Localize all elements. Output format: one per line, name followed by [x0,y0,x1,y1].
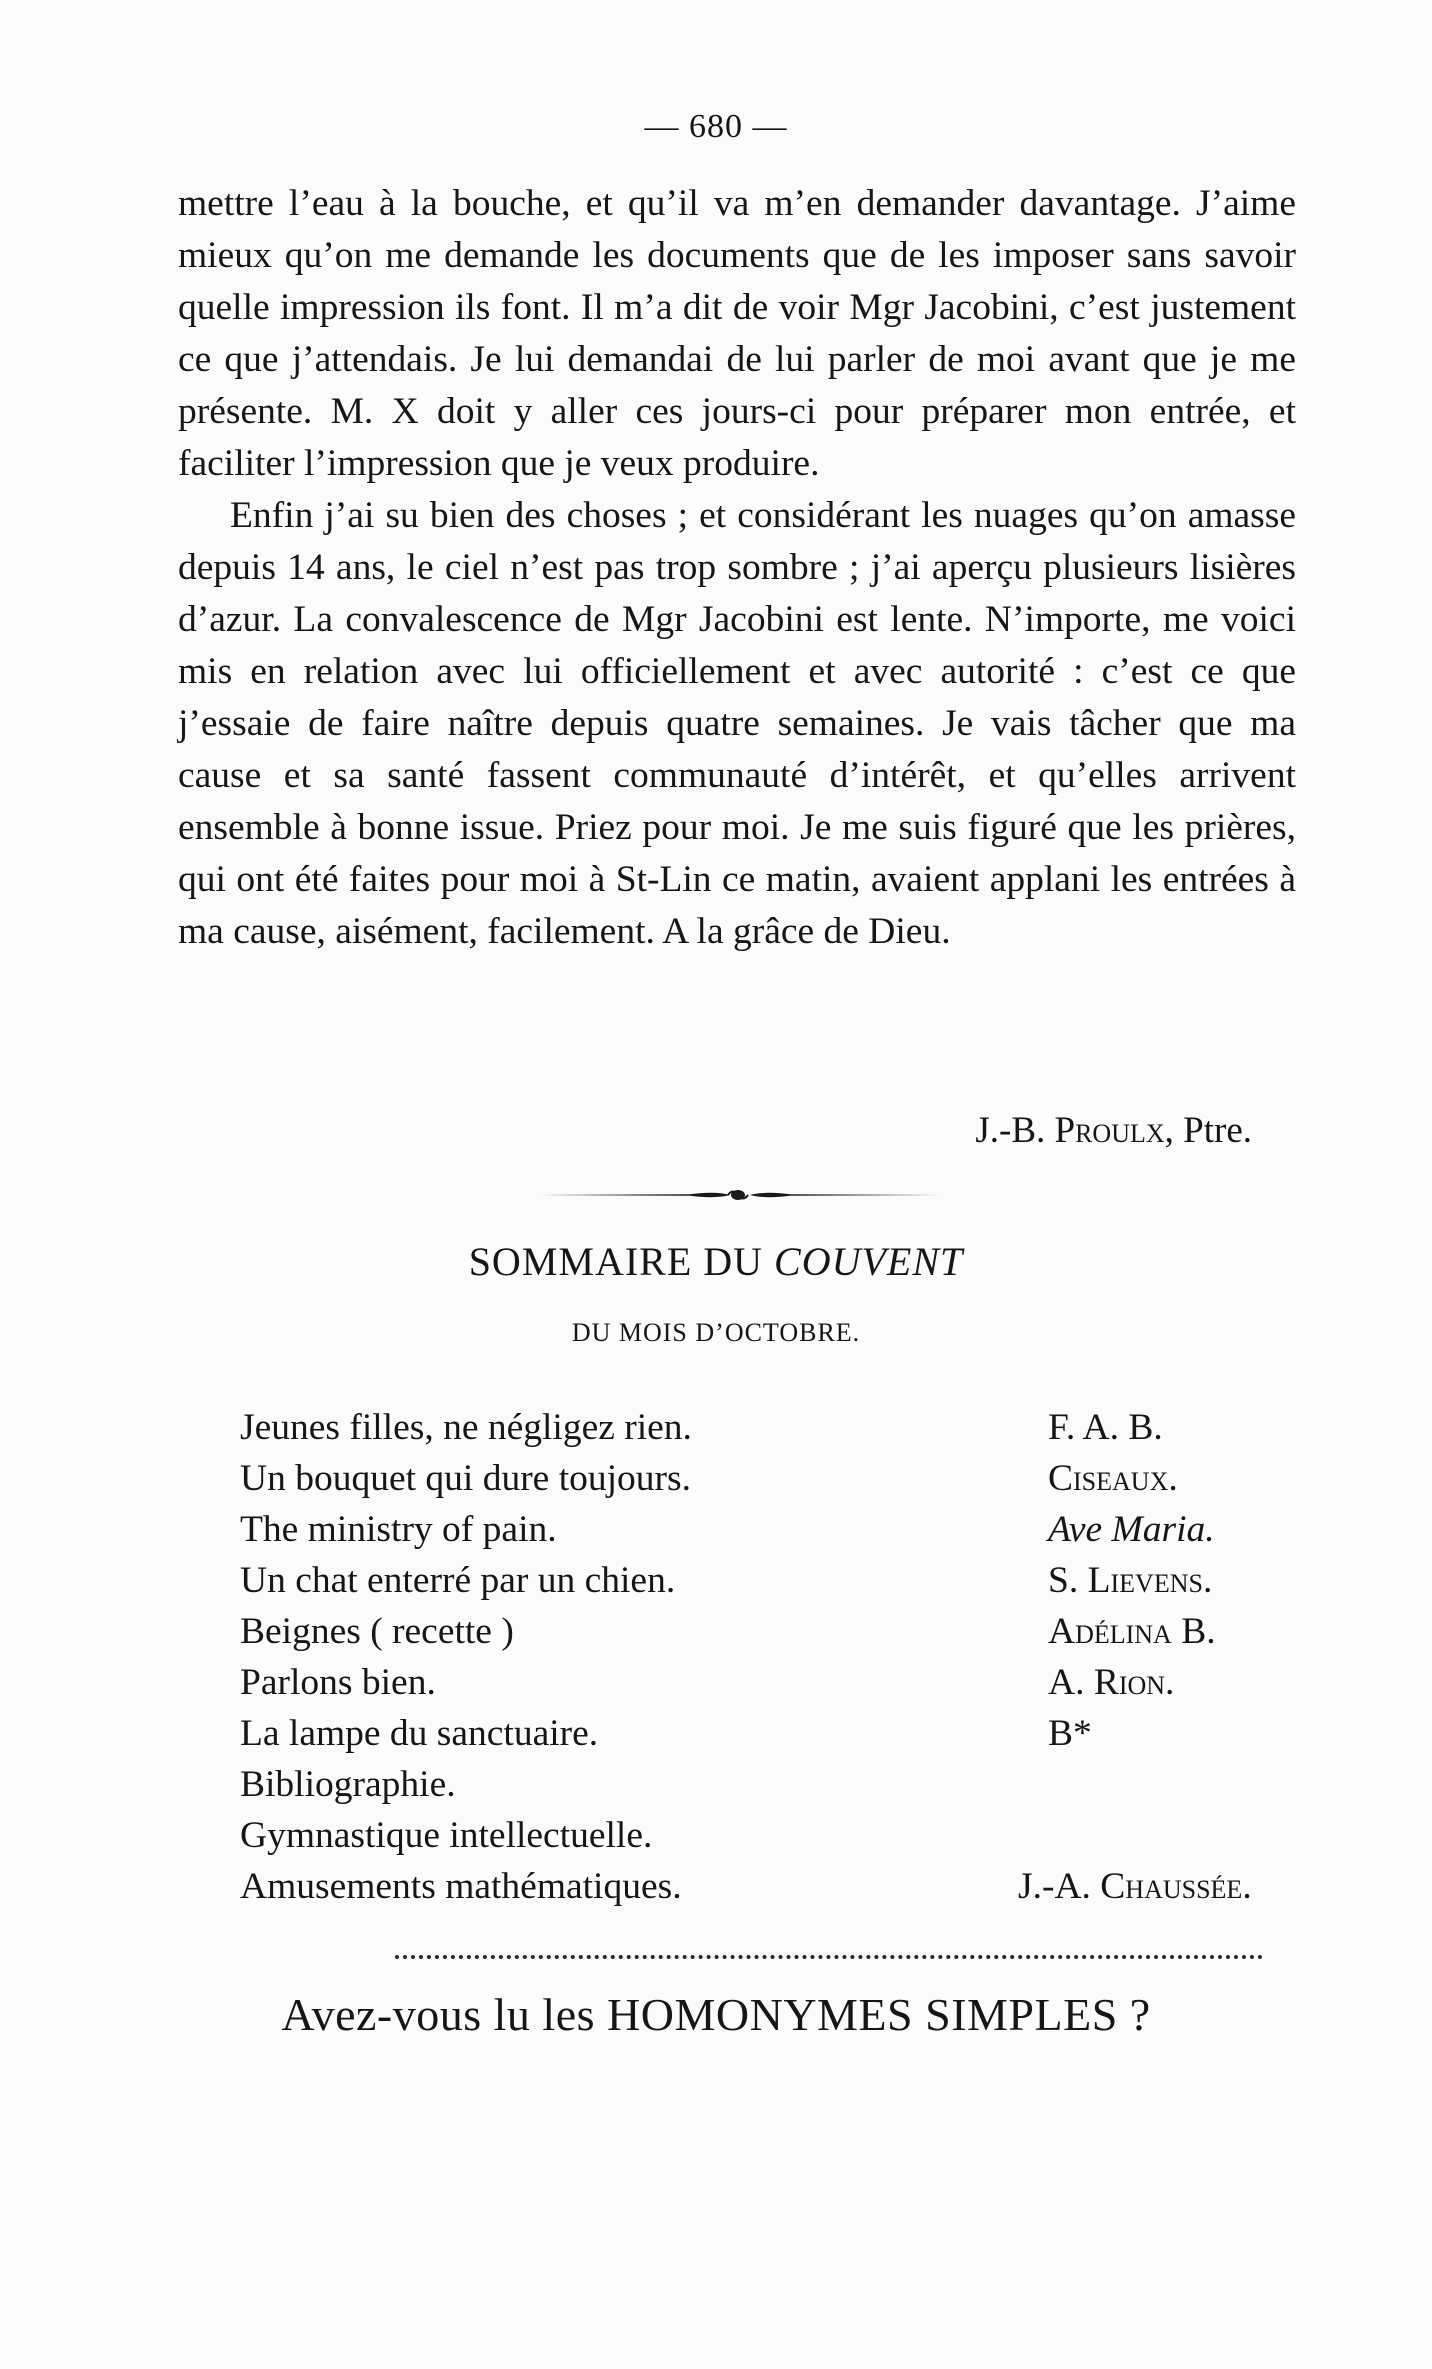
sommaire-subtitle: DU MOIS D’OCTOBRE. [571,1318,861,1347]
article-author: F. A. B. [1048,1407,1163,1448]
article-author: Ave Maria. [1048,1509,1215,1550]
signature-name: Proulx [1054,1110,1165,1151]
signature-initials: J.-B. [975,1110,1046,1151]
ornamental-divider [540,1184,940,1206]
sommaire-title [0,1238,1432,1285]
list-item [240,1708,1310,1759]
article-author: J.-A. Chaussée. [1018,1866,1252,1907]
article-title: La lampe du sanctuaire. [240,1713,599,1754]
article-author: A. Rion. [1048,1662,1175,1703]
article-title: Parlons bien. [240,1662,436,1703]
dotted-divider [395,1955,1263,1959]
article-title: Gymnastique intellectuelle. [240,1815,653,1856]
article-title: Un bouquet qui dure toujours. [240,1458,691,1499]
article-author: B* [1048,1713,1092,1754]
list-item [240,1555,1310,1606]
list-item [240,1657,1310,1708]
list-item [240,1810,1310,1861]
list-item [240,1453,1310,1504]
advert-line: Avez-vous lu les HOMONYMES SIMPLES ? [281,1989,1151,2040]
letter-text [178,178,1296,958]
article-title: Beignes ( recette ) [240,1611,514,1652]
list-item [240,1504,1310,1555]
letter-paragraph-1: mettre l’eau à la bouche, et qu’il va m’en demander davantage. J’aime mieux qu’on me demande les documents que de les imposer sans savoir quelle impression ils font. Il m’a dit de voir Mgr Jacobini, c’est justement ce que j’attendais. Je lui demandai de lui parler de moi avant que je me présente. M. X doit y aller ces jours-ci pour préparer mon entrée, et faciliter l’impression que je veux produire. [178,183,1296,484]
page-number: — 680 — [644,108,788,145]
list-item [240,1861,1310,1912]
article-title: The ministry of pain. [240,1509,557,1550]
article-title: Un chat enterré par un chien. [240,1560,676,1601]
sommaire-title-prefix: SOMMAIRE DU [468,1239,764,1284]
sommaire-list [240,1402,1310,1912]
article-author: Ciseaux. [1048,1458,1178,1499]
sommaire-title-publication: COUVENT [774,1239,964,1284]
signature [975,1105,1252,1157]
article-author: S. Lievens. [1048,1560,1213,1601]
list-item [240,1759,1310,1810]
article-title: Amusements mathématiques. [240,1866,682,1907]
list-item [240,1402,1310,1453]
article-author: Adélina B. [1048,1611,1216,1652]
signature-title: , Ptre. [1164,1110,1252,1151]
letter-paragraph-2: Enfin j’ai su bien des choses ; et considérant les nuages qu’on amasse depuis 14 ans, le ciel n’est pas trop sombre ; j’ai aperçu plusieurs lisières d’azur. La convalescence de Mgr Jacobini est lente. N’importe, me voici mis en relation avec lui officiellement et avec autorité : c’est ce que j’essaie de faire naître depuis quatre semaines. Je vais tâcher que ma cause et sa santé fassent communauté d’intérêt, et qu’elles arrivent ensemble à bonne issue. Priez pour moi. Je me suis figuré que les prières, qui ont été faites pour moi à St-Lin ce matin, avaient applani les entrées à ma cause, aisément, facilement. A la grâce de Dieu. [178,495,1296,952]
article-title: Jeunes filles, ne négligez rien. [240,1407,692,1448]
article-title: Bibliographie. [240,1764,456,1805]
list-item [240,1606,1310,1657]
